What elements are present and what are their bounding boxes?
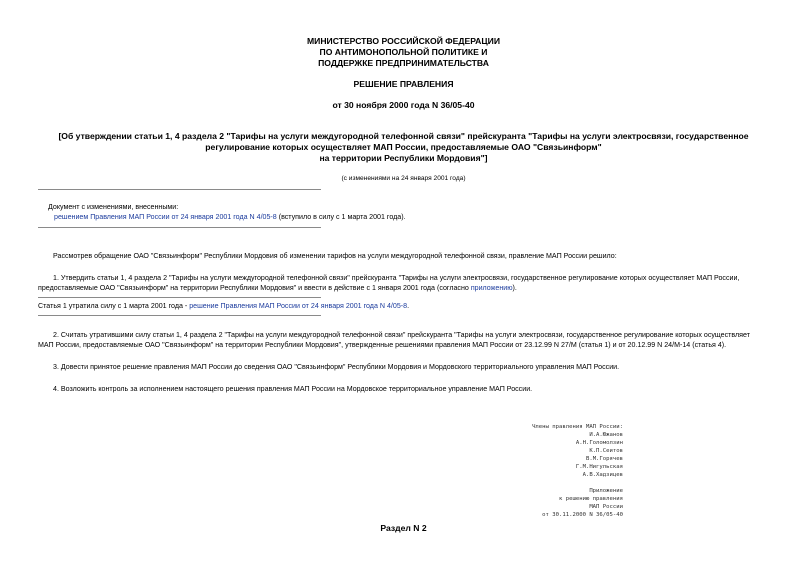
amendment-suffix: (вступило в силу с 1 марта 2001 года). bbox=[276, 213, 406, 221]
document-type: РЕШЕНИЕ ПРАВЛЕНИЯ bbox=[353, 79, 454, 89]
item-1-text: предоставляемые ОАО "Связьинформ" на территории Республики Мордовия" и ввести в действие с 1 января 2001 года (согласно bbox=[38, 284, 471, 292]
appendix-line: Приложение bbox=[589, 488, 623, 494]
amendments-entry bbox=[54, 212, 406, 223]
amendment-link[interactable]: решением Правления МАП России от 24 января 2001 года N 4/05-8 bbox=[54, 213, 277, 221]
signatures-heading: Члены правления МАП России: bbox=[532, 424, 623, 430]
repeal-note-tail: . bbox=[407, 302, 410, 310]
document-date-number: от 30 ноября 2000 года N 36/05-40 bbox=[332, 100, 475, 110]
signatory-name: К.П.Сеитов bbox=[589, 448, 623, 454]
appendix-line: к решению правления bbox=[559, 496, 623, 502]
signatory-name: А.В.Хадзицев bbox=[582, 472, 623, 478]
item-4: 4. Возложить контроль за исполнением настоящего решения правления МАП России на Мордовское территориальное управление МАП России. bbox=[53, 385, 533, 393]
item-3: 3. Довести принятое решение правления МАП России до сведения ОАО "Связьинформ" Республики Мордовия и Мордовского территориального управления МАП России. bbox=[53, 363, 620, 371]
ministry-line-1: МИНИСТЕРСТВО РОССИЙСКОЙ ФЕДЕРАЦИИ bbox=[306, 36, 501, 46]
ministry-line-3: ПОДДЕРЖКЕ ПРЕДПРИНИМАТЕЛЬСТВА bbox=[318, 58, 489, 68]
signatory-name: Г.М.Нигульская bbox=[575, 464, 623, 470]
ministry-line-2: ПО АНТИМОНОПОЛЬНОЙ ПОЛИТИКЕ И bbox=[319, 47, 488, 57]
divider-bottom bbox=[38, 227, 321, 228]
note-divider-top bbox=[38, 297, 321, 298]
document-title-line-1: [Об утверждении статьи 1, 4 раздела 2 "Тарифы на услуги междугородной телефонной связи" прейскуранта "Тарифы на услуги электросвязи, государственное bbox=[58, 131, 749, 141]
item-2-line-2: МАП России, предоставляемые ОАО "Связьинформ" на территории Республики Мордовия", утвержденные решениями правления МАП России от 23.12.99 N 27/М (статья 1) и от 20.12.99 N 24/М-14 (статья 4). bbox=[38, 341, 727, 349]
section-heading: Раздел N 2 bbox=[380, 523, 427, 533]
signatory-name: В.М.Горячев bbox=[585, 456, 623, 462]
repeal-note-text: Статья 1 утратила силу с 1 марта 2001 года - bbox=[38, 302, 190, 310]
preamble: Рассмотрев обращение ОАО "Связьинформ" Республики Мордовия об изменении тарифов на услуги междугородной телефонной связи, правление МАП России решило: bbox=[53, 252, 617, 260]
appendix-line: МАП России bbox=[589, 504, 623, 510]
appendix-link[interactable]: приложению bbox=[470, 284, 513, 292]
document-title-line-2: регулирование которых осуществляет МАП России, предоставляемые ОАО "Связьинформ" bbox=[205, 142, 602, 152]
document-title-line-3: на территории Республики Мордовия"] bbox=[319, 153, 488, 163]
divider-top bbox=[38, 189, 321, 190]
amended-note: (с изменениями на 24 января 2001 года) bbox=[341, 175, 466, 182]
item-1-tail: ). bbox=[512, 284, 517, 292]
repeal-note bbox=[38, 301, 409, 312]
item-2-line-1: 2. Считать утратившими силу статьи 1, 4 раздела 2 "Тарифы на услуги междугородной телефонной связи" прейскуранта "Тарифы на услуги электросвязи, государственное регулирование которых осуществляет bbox=[53, 331, 750, 339]
signatory-name: А.Н.Голомолзин bbox=[575, 440, 623, 446]
note-divider-bottom bbox=[38, 315, 321, 316]
appendix-line: от 30.11.2000 N 36/05-40 bbox=[542, 512, 623, 518]
amendments-intro: Документ с изменениями, внесенными: bbox=[48, 203, 179, 211]
repeal-note-link[interactable]: решение Правления МАП России от 24 января 2001 года N 4/05-8 bbox=[189, 302, 408, 310]
item-1-line-2 bbox=[38, 283, 517, 294]
item-1-line-1: 1. Утвердить статьи 1, 4 раздела 2 "Тарифы на услуги междугородной телефонной связи" прейскуранта "Тарифы на услуги электросвязи, государственное регулирование которых осуществляет МАП России, bbox=[53, 274, 740, 282]
signatory-name: И.А.Южанов bbox=[589, 432, 623, 438]
